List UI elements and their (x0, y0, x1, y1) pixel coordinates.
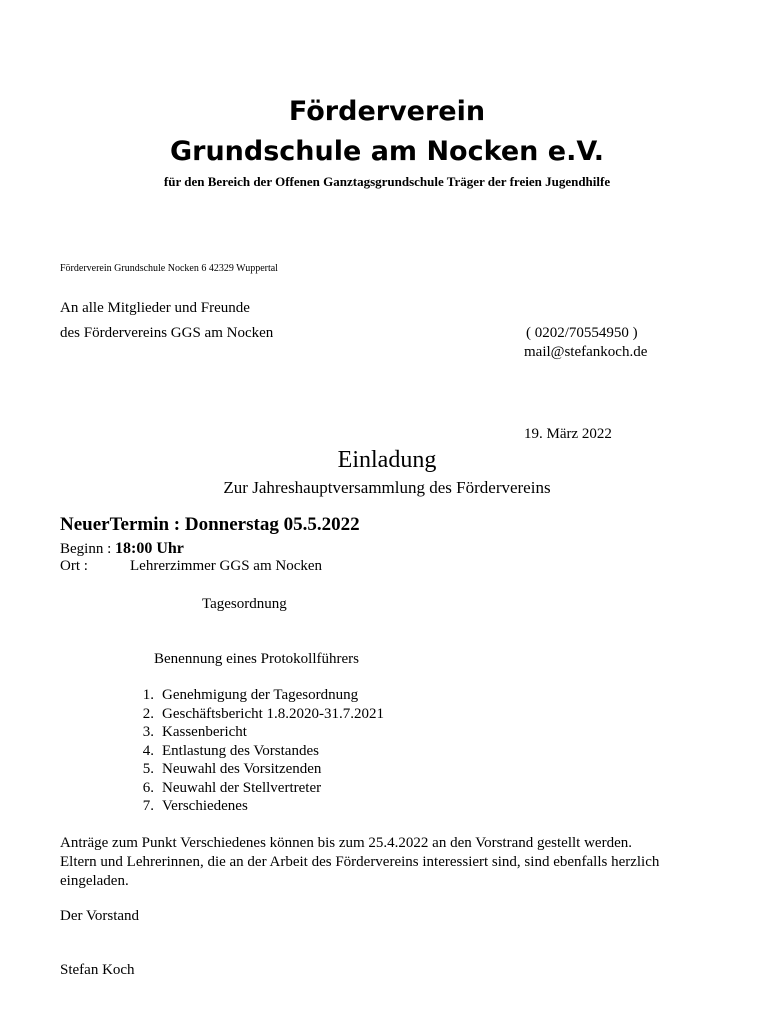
agenda-list (110, 686, 384, 816)
invitation-subtitle: Zur Jahreshauptversammlung des Fördervereins (223, 478, 551, 497)
agenda-item (110, 760, 384, 779)
letterhead-title-line2: Grundschule am Nocken e.V. (169, 136, 605, 167)
agenda-item (110, 723, 384, 742)
meeting-new-date: NeuerTermin : Donnerstag 05.5.2022 (60, 514, 360, 535)
signature-name: Stefan Koch (60, 962, 135, 978)
agenda-item (110, 742, 384, 761)
invitation-title: Einladung (337, 447, 437, 473)
agenda-item-number: 6. (142, 779, 154, 796)
closing-paragraph-2: Eltern und Lehrerinnen, die an der Arbeit des Fördervereins interessiert sind, sind ebenfalls herzlich eingeladen. (60, 854, 660, 889)
meeting-start-label: Beginn : (60, 541, 115, 557)
agenda-item-number: 5. (142, 761, 154, 777)
agenda-preamble: Benennung eines Protokollführers (154, 651, 359, 667)
contact-phone: ( 0202/70554950 ) (526, 325, 638, 341)
letter-date: 19. März 2022 (524, 426, 612, 442)
meeting-start (60, 540, 184, 558)
sender-address: Förderverein Grundschule Nocken 6 42329 Wuppertal (60, 263, 278, 274)
meeting-start-time: 18:00 Uhr (115, 540, 184, 557)
letterhead-title-line1: Förderverein (288, 96, 486, 127)
agenda-item-text: Geschäftsbericht 1.8.2020-31.7.2021 (162, 705, 385, 722)
agenda-item-text: Neuwahl des Vorsitzenden (162, 761, 322, 777)
meeting-location-label: Ort : (60, 558, 88, 574)
agenda-item-number: 7. (142, 798, 154, 814)
agenda-item-number: 4. (142, 742, 154, 759)
agenda-item-number: 1. (142, 687, 154, 703)
closing-paragraph-1: Anträge zum Punkt Verschiedenes können bis zum 25.4.2022 an den Vorstrand gestellt werden. (60, 835, 632, 851)
letterhead-subtitle: für den Bereich der Offenen Ganztagsgrundschule Träger der freien Jugendhilfe (163, 174, 611, 189)
closing-paragraph (60, 834, 720, 891)
agenda-item-text: Kassenbericht (162, 724, 247, 740)
recipient-line1: An alle Mitglieder und Freunde (60, 300, 250, 316)
agenda-item-text: Genehmigung der Tagesordnung (162, 687, 359, 703)
agenda-item-text: Entlastung des Vorstandes (162, 742, 319, 759)
contact-email: mail@stefankoch.de (524, 344, 648, 360)
agenda-item (110, 797, 384, 816)
signature-group: Der Vorstand (60, 908, 140, 924)
agenda-item (110, 686, 384, 705)
agenda-item-number: 3. (142, 724, 154, 740)
agenda-item-number: 2. (142, 705, 154, 722)
agenda-item (110, 705, 384, 724)
agenda-item-text: Verschiedenes (162, 798, 248, 814)
agenda-item (110, 779, 384, 798)
meeting-location: Lehrerzimmer GGS am Nocken (130, 558, 323, 574)
recipient-line2: des Fördervereins GGS am Nocken (60, 325, 274, 341)
agenda-heading: Tagesordnung (202, 596, 287, 612)
agenda-item-text: Neuwahl der Stellvertreter (162, 779, 322, 796)
